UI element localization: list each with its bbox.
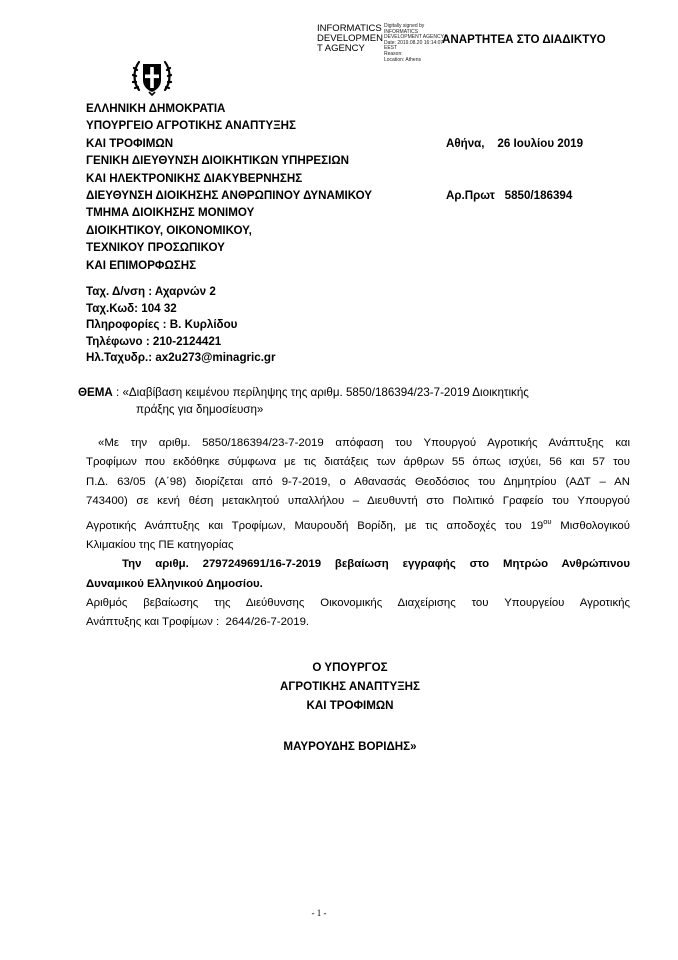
signature-detail-line: Location: Athens	[384, 56, 421, 63]
contact-phone: Τηλέφωνο : 210-2124421	[86, 334, 222, 348]
header-line: ΤΜΗΜΑ ΔΙΟΙΚΗΣΗΣ ΜΟΝΙΜΟΥ	[86, 206, 255, 220]
signature-detail-line: DEVELOPMENT AGENCY	[384, 34, 444, 41]
header-line: ΔΙΟΙΚΗΤΙΚΟΥ, ΟΙΚΟΝΟΜΙΚΟΥ,	[86, 223, 252, 237]
minister-title	[230, 658, 470, 715]
body-line-text: Μισθολογικού	[551, 519, 630, 532]
header-line: ΚΑΙ ΕΠΙΜΟΡΦΩΣΗΣ	[86, 258, 197, 272]
greek-coat-of-arms-emblem	[132, 56, 172, 96]
signature-detail-line: INFORMATICS	[384, 28, 419, 35]
header-line: ΚΑΙ ΗΛΕΚΤΡΟΝΙΚΗΣ ΔΙΑΚΥΒΕΡΝΗΣΗΣ	[86, 171, 303, 185]
document-date: Αθήνα, 26 Ιουλίου 2019	[446, 136, 584, 150]
contact-postal-code: Ταχ.Κωδ: 104 32	[86, 301, 177, 315]
contact-details	[86, 284, 386, 367]
header-line: ΓΕΝΙΚΗ ΔΙΕΥΘΥΝΣΗ ΔΙΟΙΚΗΤΙΚΩΝ ΥΠΗΡΕΣΙΩΝ	[86, 154, 350, 168]
closing-title-line: Ο ΥΠΟΥΡΓΟΣ	[312, 661, 388, 674]
header-line: ΥΠΟΥΡΓΕΙΟ ΑΓΡΟΤΙΚΗΣ ΑΝΑΠΤΥΞΗΣ	[86, 119, 296, 133]
signature-detail-line: Date: 2019.08.20 16:14:07	[384, 39, 444, 46]
ordinal-superscript: ου	[543, 516, 552, 526]
digital-signature-signer	[317, 23, 383, 54]
issuing-authority-header	[86, 100, 416, 274]
signatory-name: ΜΑΥΡΟΥΔΗΣ ΒΟΡΙΔΗΣ»	[283, 740, 417, 753]
contact-information-person: Πληροφορίες : Β. Κυρλίδου	[86, 318, 238, 332]
body-line: Ανάπτυξης και Τροφίμων : 2644/26-7-2019.	[86, 616, 310, 629]
body-line: Τροφίμων που εκδόθηκε σύμφωνα με τις διατάξεις των άρθρων 55 όπως ισχύει, 56 και 57 του	[86, 456, 630, 469]
body-line: «Με την αριθμ. 5850/186394/23-7-2019 απόφαση του Υπουργού Αγροτικής Ανάπτυξης και	[98, 437, 630, 449]
body-line-bold: Την αριθμ. 2797249691/16-7-2019 βεβαίωση εγγραφής στο Μητρώο Ανθρώπινου	[122, 558, 630, 571]
subject-block	[78, 384, 638, 418]
signature-signer-line: INFORMATICS	[317, 23, 382, 34]
subject-label: ΘΕΜΑ	[78, 386, 113, 399]
body-line: Κλιμακίου της ΠΕ κατηγορίας	[86, 538, 234, 551]
closing-title-line: ΑΓΡΟΤΙΚΗΣ ΑΝΑΠΤΥΞΗΣ	[280, 680, 420, 693]
header-line: ΔΙΕΥΘΥΝΣΗ ΔΙΟΙΚΗΣΗΣ ΑΝΘΡΩΠΙΝΟΥ ΔΥΝΑΜΙΚΟΥ	[86, 189, 372, 203]
signature-detail-line: EEST	[384, 45, 398, 52]
page-number: - 1 -	[311, 908, 327, 918]
header-line: ΕΛΛΗΝΙΚΗ ΔΗΜΟΚΡΑΤΙΑ	[86, 102, 226, 115]
header-line: ΤΕΧΝΙΚΟΥ ΠΡΟΣΩΠΙΚΟΥ	[86, 241, 225, 255]
body-line: 743400) σε κενή θέση μετακλητού υπαλλήλου – Διευθυντή στο Πολιτικό Γραφείο του Υπουργού	[86, 495, 630, 508]
body-line: Π.Δ. 63/05 (Α΄98) διορίζεται από 9-7-2019, ο Αθανασάς Θεοδόσιος του Δημητρίου (ΑΔΤ – ΑΝ	[86, 475, 630, 488]
subject-text-line: : «Διαβίβαση κειμένου περίληψης της αριθμ. 5850/186394/23-7-2019 Διοικητικής	[116, 386, 529, 399]
contact-address: Ταχ. Δ/νση : Αχαρνών 2	[86, 285, 216, 298]
signature-detail-line: Digitally signed by	[384, 23, 425, 29]
closing-title-line: ΚΑΙ ΤΡΟΦΙΜΩΝ	[306, 699, 394, 712]
protocol-number: Αρ.Πρωτ 5850/186394	[446, 189, 573, 203]
date-protocol-block	[446, 100, 646, 222]
document-body	[86, 434, 630, 633]
header-line: ΚΑΙ ΤΡΟΦΙΜΩΝ	[86, 136, 174, 150]
body-line-text: Αγροτικής Ανάπτυξης και Τροφίμων, Μαυρουδή Βορίδη, με τις αποδοχές του 19	[86, 519, 544, 532]
body-line-bold: Δυναμικού Ελληνικού Δημοσίου.	[86, 577, 263, 590]
signature-detail-line: Reason:	[384, 50, 403, 57]
body-line	[86, 512, 630, 536]
body-line: Αριθμός βεβαίωσης της Διεύθυνσης Οικονομικής Διαχείρισης του Υπουργείου Αγροτικής	[86, 597, 630, 610]
signature-signer-line: DEVELOPMEN	[317, 33, 383, 44]
posting-notice: ΑΝΑΡΤΗΤΕΑ ΣΤΟ ΔΙΑΔΙΚΤΥΟ	[442, 33, 606, 46]
signature-signer-line: T AGENCY	[317, 43, 365, 54]
subject-text-line: πράξης για δημοσίευση»	[136, 403, 264, 416]
contact-email: Ηλ.Ταχυδρ.: ax2u273@minagric.gr	[86, 351, 276, 365]
